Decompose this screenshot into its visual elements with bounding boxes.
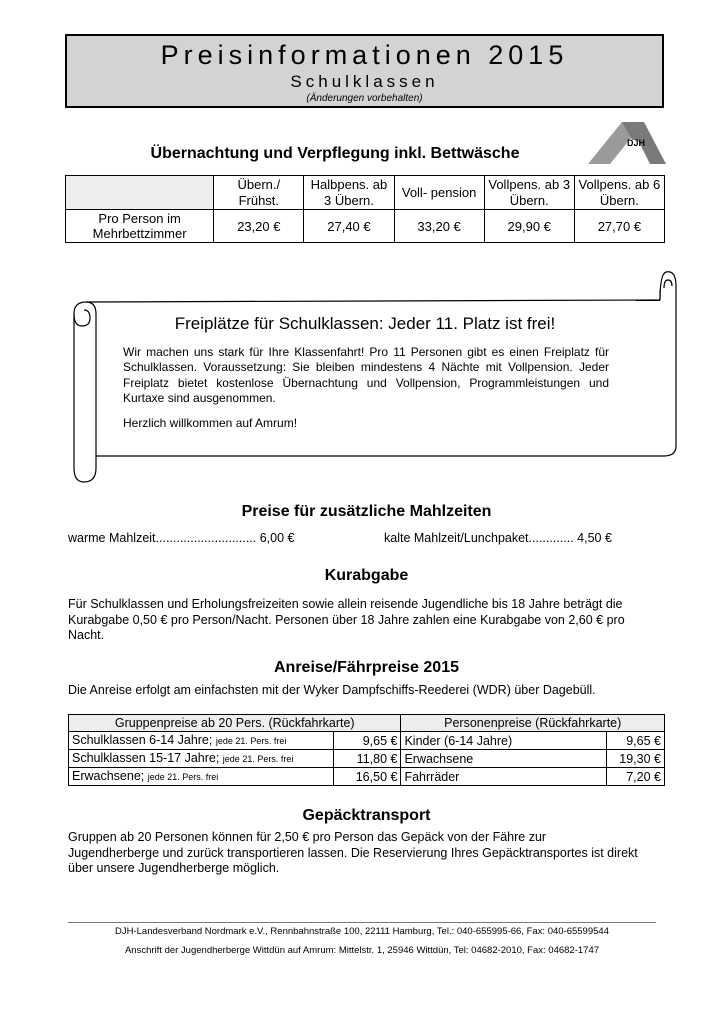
table-row [69, 750, 665, 768]
row-label: Pro Person im Mehrbettzimmer [66, 210, 214, 243]
group-label: Erwachsene; [72, 769, 145, 783]
group-cell [69, 732, 334, 750]
ferry-text: Die Anreise erfolgt am einfachsten mit der Wyker Dampfschiffs-Reederei (WDR) über Dagebüll. [68, 683, 596, 697]
luggage-heading-wrap [68, 807, 665, 825]
col-header: Halbpens. ab 3 Übern. [304, 176, 394, 210]
table-row [69, 732, 665, 750]
group-cell [69, 768, 334, 786]
overnight-heading: Übernachtung und Verpflegung inkl. Bettwäsche [150, 145, 520, 162]
freeplaces-body [123, 345, 609, 431]
header-box [65, 34, 664, 108]
person-price: 19,30 € [607, 750, 665, 768]
footer-divider [68, 922, 656, 923]
freeplaces-welcome: Herzlich willkommen auf Amrum! [123, 415, 298, 430]
price-cell: 27,40 € [304, 210, 394, 243]
overnight-price-table [65, 175, 665, 243]
group-note: jede 21. Pers. frei [215, 736, 287, 746]
group-label: Schulklassen 6-14 Jahre; [72, 733, 213, 747]
kurabgabe-heading: Kurabgabe [324, 567, 409, 584]
meal-cold: kalte Mahlzeit/Lunchpaket............. 4,50 € [384, 531, 612, 545]
price-cell: 29,90 € [484, 210, 574, 243]
person-header: Personenpreise (Rückfahrkarte) [401, 715, 665, 732]
luggage-text: Gruppen ab 20 Personen können für 2,50 € pro Person das Gepäck von der Fähre zur Jugendherberge und zurück transportieren lassen. Die Reservierung Ihres Gepäcktransportes ist direkt über unsere Jugendherberge möglich. [68, 830, 638, 876]
luggage-heading: Gepäcktransport [302, 807, 431, 824]
col-header: Vollpens. ab 6 Übern. [574, 176, 664, 210]
kurabgabe-heading-wrap [68, 567, 665, 585]
footer-line-2: Anschrift der Jugendherberge Wittdün auf Amrum: Mittelstr. 1, 25946 Wittdün, Tel: 04682-2010, Fax: 04682-1747 [124, 945, 600, 956]
group-cell [69, 750, 334, 768]
kurabgabe-text: Für Schulklassen und Erholungsfreizeiten sowie allein reisende Jugendliche bis 18 Jahre beträgt die Kurabgabe 0,50 € pro Person/Nacht. Personen über 18 Jahre zahlen eine Kurabgabe von 2,60 € pro Nacht. [68, 597, 625, 643]
price-cell: 27,70 € [574, 210, 664, 243]
djh-logo [588, 120, 668, 166]
person-label: Fahrräder [401, 768, 607, 786]
group-note: jede 21. Pers. frei [222, 754, 294, 764]
person-price: 9,65 € [607, 732, 665, 750]
freeplaces-title: Freiplätze für Schulklassen: Jeder 11. Platz ist frei! [174, 314, 556, 333]
person-label: Erwachsene [401, 750, 607, 768]
group-price: 16,50 € [333, 768, 401, 786]
col-header: Voll- pension [394, 176, 484, 210]
overnight-heading-wrap [65, 145, 605, 163]
ferry-price-table [68, 714, 665, 786]
header-note: (Änderungen vorbehalten) [306, 93, 423, 104]
price-cell: 33,20 € [394, 210, 484, 243]
page-subtitle: Schulklassen [290, 72, 439, 91]
footer-line-1: DJH-Landesverband Nordmark e.V., Rennbahnstraße 100, 22111 Hamburg, Tel.: 040-655995-66, Fax: 040-65599544 [115, 926, 609, 937]
table-corner [66, 176, 214, 210]
group-label: Schulklassen 15-17 Jahre; [72, 751, 220, 765]
logo-text: DJH [626, 138, 645, 148]
col-header: Vollpens. ab 3 Übern. [484, 176, 574, 210]
group-price: 11,80 € [333, 750, 401, 768]
col-header: Übern./ Frühst. [214, 176, 304, 210]
page-title: Preisinformationen 2015 [160, 40, 569, 70]
group-price: 9,65 € [333, 732, 401, 750]
person-price: 7,20 € [607, 768, 665, 786]
freeplaces-text: Wir machen uns stark für Ihre Klassenfahrt! Pro 11 Personen gibt es einen Freiplatz für Schulklassen. Voraussetzung: Sie bleiben mindestens 4 Nächte mit Vollpension. Jeder Freiplatz bietet kostenlose Übernachtung und Vollpension, Programmleistungen und Kurtaxe sind ausgenommen. [123, 345, 609, 406]
group-header: Gruppenpreise ab 20 Pers. (Rückfahrkarte) [69, 715, 401, 732]
meals-heading-wrap [68, 503, 665, 521]
meal-warm: warme Mahlzeit............................. 6,00 € [68, 531, 295, 545]
price-cell: 23,20 € [214, 210, 304, 243]
person-label: Kinder (6-14 Jahre) [401, 732, 607, 750]
ferry-heading-wrap [68, 659, 665, 677]
group-note: jede 21. Pers. frei [147, 772, 219, 782]
meals-heading: Preise für zusätzliche Mahlzeiten [241, 503, 492, 520]
ferry-heading: Anreise/Fährpreise 2015 [274, 659, 459, 676]
table-row [69, 768, 665, 786]
